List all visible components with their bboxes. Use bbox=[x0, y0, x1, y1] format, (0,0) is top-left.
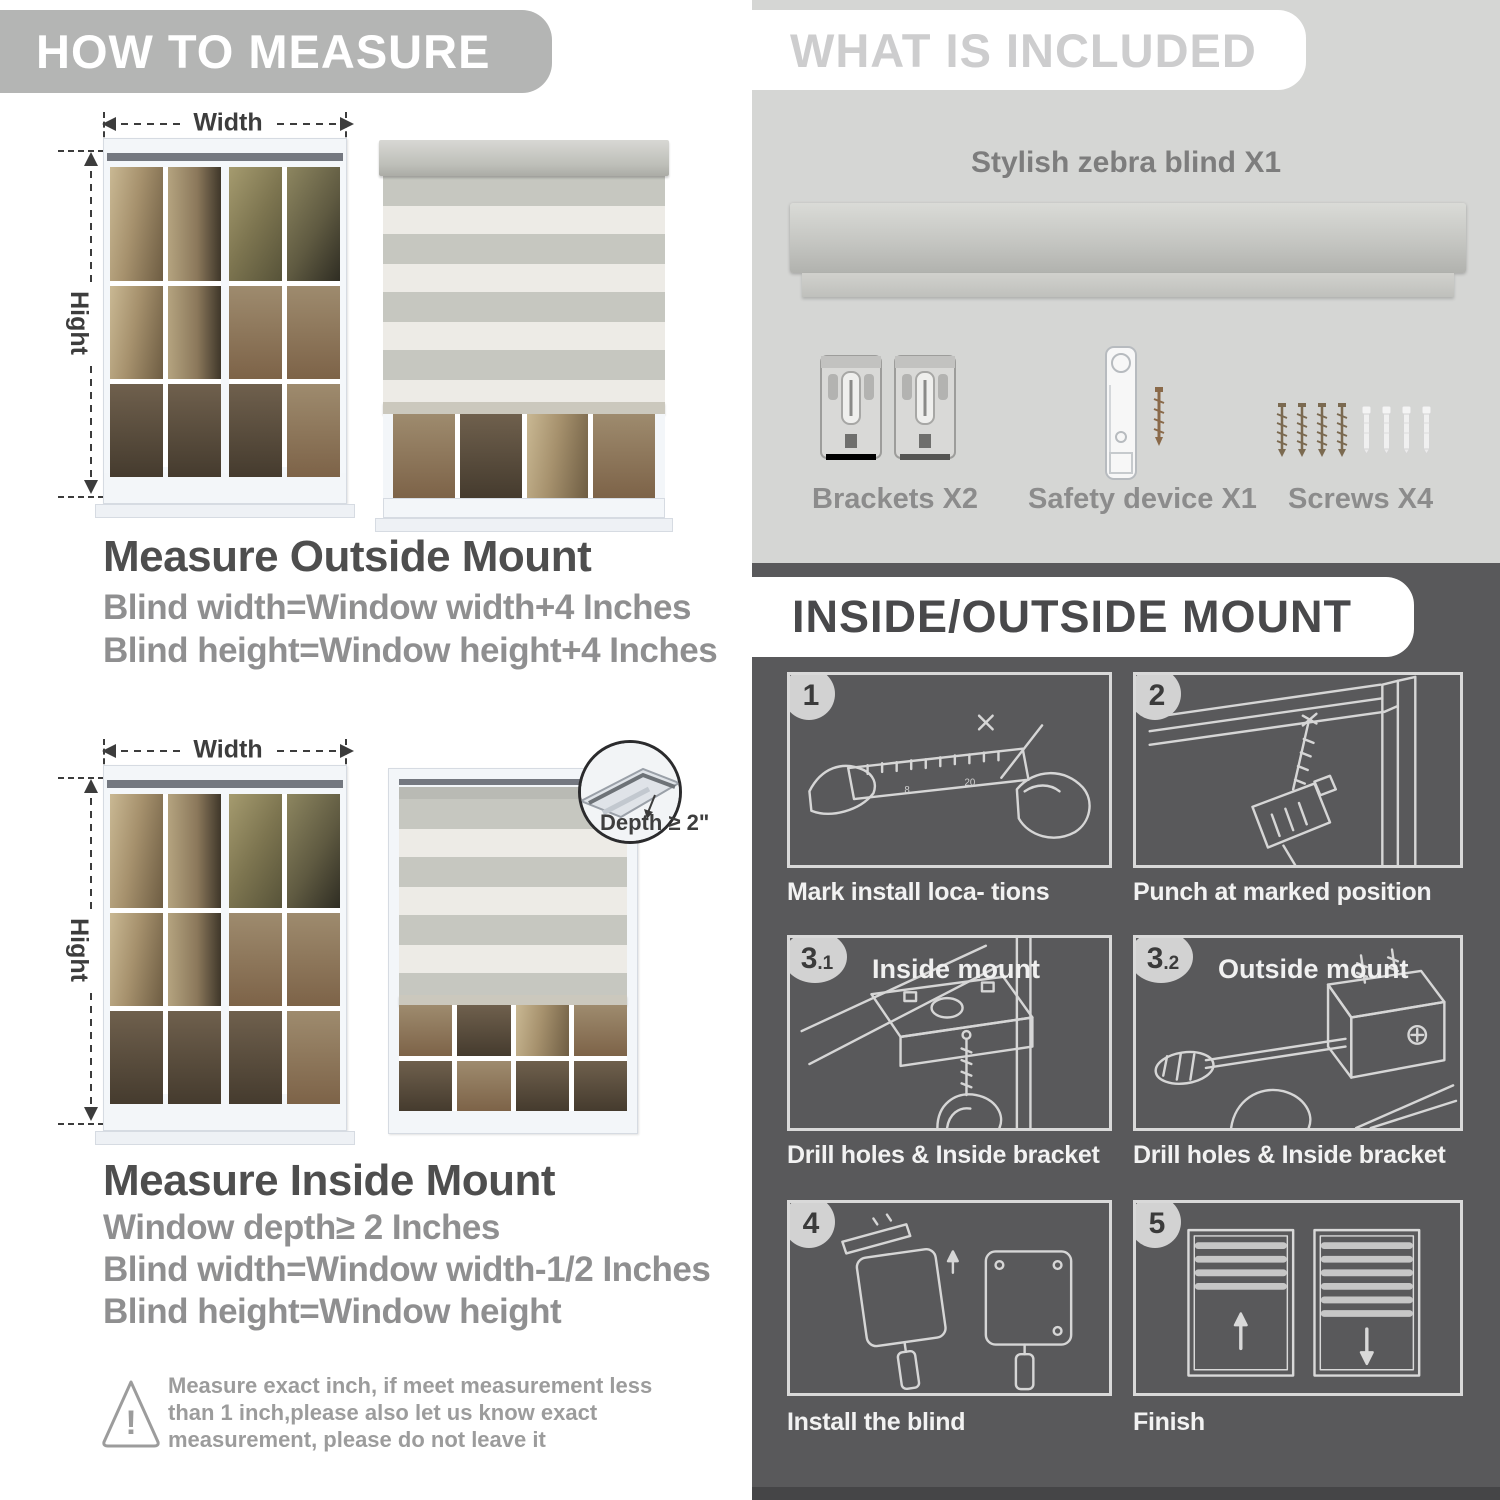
step-caption-2: Punch at marked position bbox=[1133, 878, 1432, 906]
step-number: 3 bbox=[800, 942, 818, 975]
step-number: 3 bbox=[1146, 942, 1164, 975]
how-to-measure-banner bbox=[0, 10, 552, 93]
window-sash-right bbox=[225, 788, 346, 1100]
warning-triangle-icon bbox=[100, 1376, 162, 1450]
inside-mount-title: Measure Inside Mount bbox=[103, 1156, 556, 1205]
window-sash-right bbox=[225, 161, 346, 473]
note-line-2: than 1 inch,please also let us know exact bbox=[168, 1400, 598, 1425]
measure-note bbox=[168, 1372, 652, 1453]
drill-illustration bbox=[1136, 675, 1460, 865]
window-sash-left bbox=[104, 788, 225, 1100]
inside-formula-depth: Window depth≥ 2 Inches bbox=[103, 1208, 500, 1247]
window-track bbox=[107, 153, 343, 161]
step-title: Inside mount bbox=[872, 954, 1040, 984]
what-is-included-banner bbox=[752, 10, 1306, 90]
how-to-measure-title: HOW TO MEASURE bbox=[36, 25, 491, 78]
note-line-1: Measure exact inch, if meet measurement less bbox=[168, 1373, 653, 1398]
window-illustration-outside bbox=[103, 138, 347, 504]
step-box-5 bbox=[1133, 1200, 1463, 1396]
blind-headrail bbox=[379, 140, 669, 176]
wall-anchor-icon bbox=[1360, 405, 1373, 455]
svg-text:8: 8 bbox=[904, 785, 910, 797]
step-caption-3-1: Drill holes & Inside bracket bbox=[787, 1141, 1100, 1169]
window-sill bbox=[95, 1131, 355, 1145]
zebra-blind-fabric-roll bbox=[802, 273, 1454, 297]
step-number: 5 bbox=[1148, 1207, 1166, 1240]
blind-stripes bbox=[383, 176, 665, 402]
width-label-outside: Width bbox=[183, 108, 272, 137]
screw-icon bbox=[1150, 385, 1168, 447]
height-label-inside: Hight bbox=[64, 910, 93, 990]
mark-locations-illustration bbox=[790, 675, 1109, 865]
step-number-badge: 3 .1 bbox=[787, 935, 847, 983]
zebra-blind-outside-illustration bbox=[383, 140, 665, 532]
safety-device-label: Safety device X1 bbox=[1028, 483, 1257, 515]
zebra-blind-headrail-photo bbox=[790, 203, 1466, 273]
product-label: Stylish zebra blind X1 bbox=[970, 146, 1282, 179]
height-measure-outside bbox=[65, 150, 104, 496]
step-caption-5: Finish bbox=[1133, 1408, 1205, 1436]
step-caption-3-2: Drill holes & Inside bracket bbox=[1133, 1141, 1446, 1169]
step-box-3-1 bbox=[787, 935, 1112, 1131]
wall-anchor-icon bbox=[1420, 405, 1433, 455]
screw-icon bbox=[1296, 402, 1308, 458]
footer-strip bbox=[752, 1487, 1500, 1500]
width-measure-outside bbox=[100, 108, 356, 137]
screws-label: Screws X4 bbox=[1288, 483, 1434, 515]
step-number: 1 bbox=[802, 679, 820, 712]
outside-mount-title: Measure Outside Mount bbox=[103, 532, 592, 581]
anchors-group bbox=[1360, 405, 1433, 455]
height-tick-bottom bbox=[58, 1123, 104, 1125]
outside-formula-width: Blind width=Window width+4 Inches bbox=[103, 588, 691, 627]
window-track bbox=[107, 780, 343, 788]
install-blind-illustration bbox=[790, 1203, 1109, 1393]
step-box-1 bbox=[787, 672, 1112, 868]
step-number: 2 bbox=[1148, 679, 1166, 712]
step-caption-4: Install the blind bbox=[787, 1408, 966, 1436]
step-box-4 bbox=[787, 1200, 1112, 1396]
screw-icon bbox=[1316, 402, 1328, 458]
step-number: 4 bbox=[802, 1207, 820, 1240]
safety-device-icon bbox=[1100, 345, 1142, 485]
window-illustration-inside bbox=[103, 765, 347, 1131]
screw-icon bbox=[1276, 402, 1288, 458]
step-title: Outside mount bbox=[1218, 954, 1409, 984]
inside-formula-width: Blind width=Window width-1/2 Inches bbox=[103, 1250, 711, 1289]
inside-outside-mount-banner bbox=[752, 577, 1414, 657]
screw-icon bbox=[1336, 402, 1348, 458]
height-measure-inside bbox=[65, 777, 104, 1123]
window-panes-below-blind bbox=[399, 1005, 627, 1111]
svg-text:20: 20 bbox=[964, 777, 976, 789]
width-label-inside: Width bbox=[183, 735, 272, 764]
step-box-3-2 bbox=[1133, 935, 1463, 1131]
window-sill bbox=[95, 504, 355, 518]
blind-bottom-rail bbox=[399, 995, 627, 1005]
finish-illustration bbox=[1136, 1203, 1460, 1393]
width-measure-inside bbox=[100, 735, 356, 764]
brackets-label: Brackets X2 bbox=[812, 483, 979, 515]
depth-label: Depth ≥ 2" bbox=[600, 810, 710, 835]
wall-anchor-icon bbox=[1380, 405, 1393, 455]
step-number-badge: 3 .2 bbox=[1133, 935, 1193, 983]
window-peek bbox=[383, 414, 665, 498]
step-box-2 bbox=[1133, 672, 1463, 868]
window-sash-left bbox=[104, 161, 225, 473]
bracket-icon bbox=[892, 350, 958, 464]
inside-outside-mount-title: INSIDE/OUTSIDE MOUNT bbox=[792, 591, 1353, 642]
screws-group bbox=[1276, 402, 1348, 458]
outside-formula-height: Blind height=Window height+4 Inches bbox=[103, 631, 718, 670]
svg-text:!: ! bbox=[125, 1404, 137, 1442]
note-line-3: measurement, please do not leave it bbox=[168, 1427, 546, 1452]
wall-anchor-icon bbox=[1400, 405, 1413, 455]
height-tick-bottom bbox=[58, 496, 104, 498]
what-is-included-title: WHAT IS INCLUDED bbox=[790, 23, 1257, 77]
bracket-icon bbox=[818, 350, 884, 464]
height-label-outside: Hight bbox=[64, 283, 93, 363]
blind-bottom-rail bbox=[383, 402, 665, 414]
step-caption-1: Mark install loca- tions bbox=[787, 878, 1050, 906]
inside-formula-height: Blind height=Window height bbox=[103, 1292, 562, 1331]
